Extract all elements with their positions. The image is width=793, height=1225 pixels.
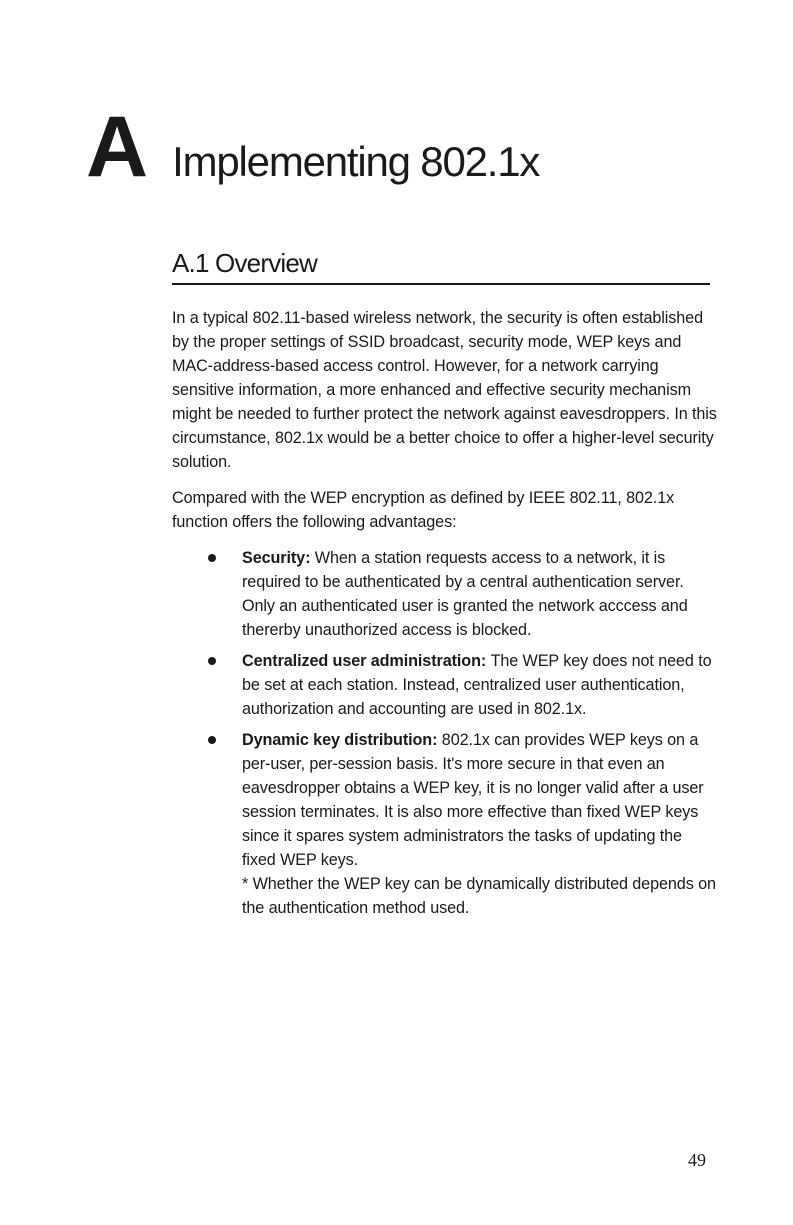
paragraph: Compared with the WEP encryption as defined by IEEE 802.11, 802.1x function offers the following advantages: [172, 489, 675, 531]
advantage-note: * Whether the WEP key can be dynamically distributed depends on the authentication method used. [242, 875, 716, 917]
body-text [172, 306, 717, 927]
chapter-letter: A [86, 99, 147, 195]
bullet-icon [208, 657, 216, 665]
chapter-heading [86, 99, 540, 195]
bullet-icon [208, 554, 216, 562]
advantages-list [172, 546, 717, 920]
advantage-term: Security: [242, 549, 315, 567]
paragraph: In a typical 802.11-based wireless network, the security is often established by the proper settings of SSID broadcast, security mode, WEP keys and MAC-address-based access control. However, for a network carrying sensitive information, a more enhanced and effective security mechanism might be needed to further protect the network against eavesdroppers. In this circumstance, 802.1x would be a better choice to offer a higher-level security solution. [172, 309, 717, 471]
advantage-text: 802.1x can provides WEP keys on a per-user, per-session basis. It's more secure in that even an eavesdropper obtains a WEP key, it is no longer valid after a user session terminates. It is also more effective than fixed WEP keys since it spares system administrators the tasks of updating the fixed WEP keys. [242, 731, 704, 869]
list-item [172, 649, 717, 721]
bullet-icon [208, 736, 216, 744]
advantage-text: When a station requests access to a network, it is required to be authenticated by a central authentication server. Only an authenticated user is granted the network acccess and thererby unauthorized access is blocked. [242, 549, 688, 639]
chapter-title: Implementing 802.1x [172, 138, 540, 185]
section-heading: A.1 Overview [172, 248, 710, 285]
list-item [172, 546, 717, 642]
advantage-term: Centralized user administration: [242, 652, 491, 670]
page-number: 49 [688, 1150, 706, 1170]
advantage-text: The WEP key does not need to be set at each station. Instead, centralized user authentication, authorization and accounting are used in 802.1x. [242, 652, 712, 718]
advantage-term: Dynamic key distribution: [242, 731, 442, 749]
list-item [172, 728, 717, 920]
